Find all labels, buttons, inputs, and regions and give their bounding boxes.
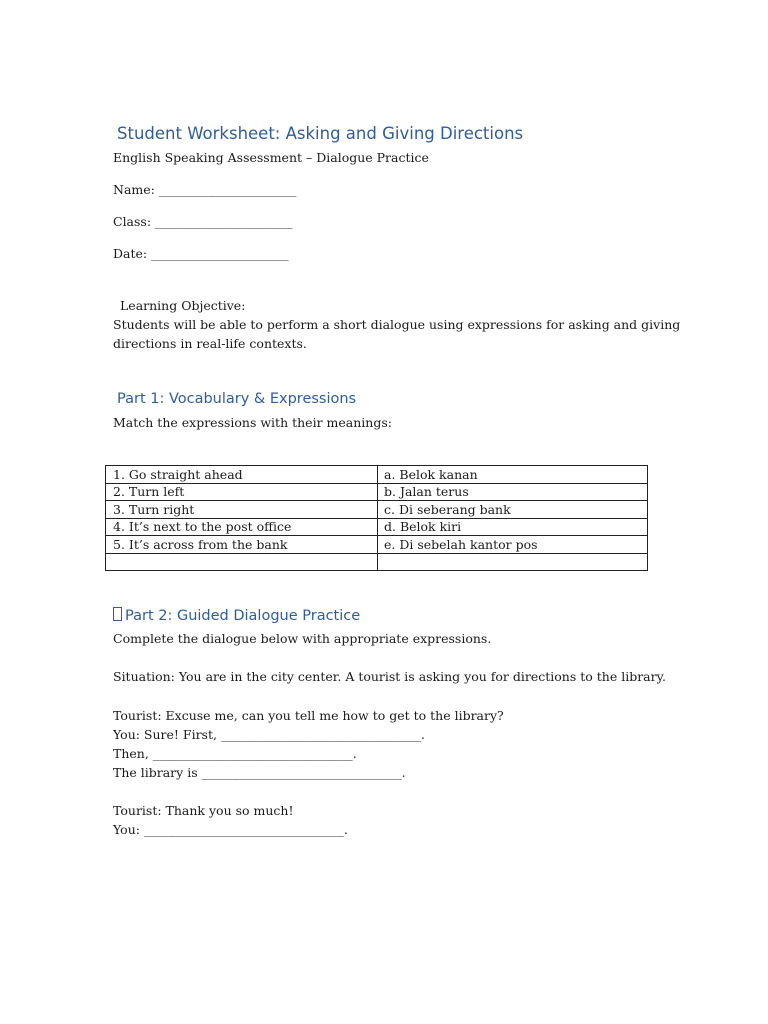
worksheet-subtitle: English Speaking Assessment – Dialogue Practice (113, 150, 429, 165)
dialogue-line: You: ________________________________. (113, 822, 348, 837)
situation-text: Situation: You are in the city center. A tourist is asking you for directions to the library. (113, 669, 666, 684)
table-row (106, 518, 648, 536)
matching-table (105, 465, 648, 571)
name-field: Name: ______________________ (113, 182, 297, 197)
meaning-cell: c. Di seberang bank (378, 501, 648, 519)
part2-heading-text: Part 2: Guided Dialogue Practice (125, 608, 361, 624)
expression-cell: 2. Turn left (106, 483, 378, 501)
dialogue-line: The library is ________________________________. (113, 765, 406, 780)
expression-cell (106, 553, 378, 571)
expression-cell: 1. Go straight ahead (106, 466, 378, 484)
part1-heading: Part 1: Vocabulary & Expressions (117, 391, 357, 407)
meaning-cell (378, 553, 648, 571)
expression-cell: 3. Turn right (106, 501, 378, 519)
table-row (106, 536, 648, 554)
meaning-cell: d. Belok kiri (378, 518, 648, 536)
class-field: Class: ______________________ (113, 214, 293, 229)
missing-glyph-icon (113, 607, 122, 621)
expression-cell: 4. It’s next to the post office (106, 518, 378, 536)
expression-cell: 5. It’s across from the bank (106, 536, 378, 554)
dialogue-line: Tourist: Thank you so much! (113, 803, 294, 818)
table-row (106, 483, 648, 501)
meaning-cell: b. Jalan terus (378, 483, 648, 501)
worksheet-title: Student Worksheet: Asking and Giving Directions (117, 124, 524, 143)
dialogue-line: Tourist: Excuse me, can you tell me how to get to the library? (113, 708, 504, 723)
objective-line-1: Students will be able to perform a short dialogue using expressions for asking and giving (113, 317, 681, 332)
dialogue-line: Then, ________________________________. (113, 746, 357, 761)
part2-heading (113, 607, 360, 624)
objective-label: Learning Objective: (120, 298, 246, 313)
date-field: Date: ______________________ (113, 246, 289, 261)
part2-instruction: Complete the dialogue below with appropriate expressions. (113, 631, 492, 646)
dialogue-line: You: Sure! First, ________________________________. (113, 727, 425, 742)
meaning-cell: e. Di sebelah kantor pos (378, 536, 648, 554)
part1-instruction: Match the expressions with their meanings: (113, 415, 392, 430)
objective-line-2: directions in real-life contexts. (113, 336, 307, 351)
meaning-cell: a. Belok kanan (378, 466, 648, 484)
table-row (106, 501, 648, 519)
table-row (106, 466, 648, 484)
table-row (106, 553, 648, 571)
